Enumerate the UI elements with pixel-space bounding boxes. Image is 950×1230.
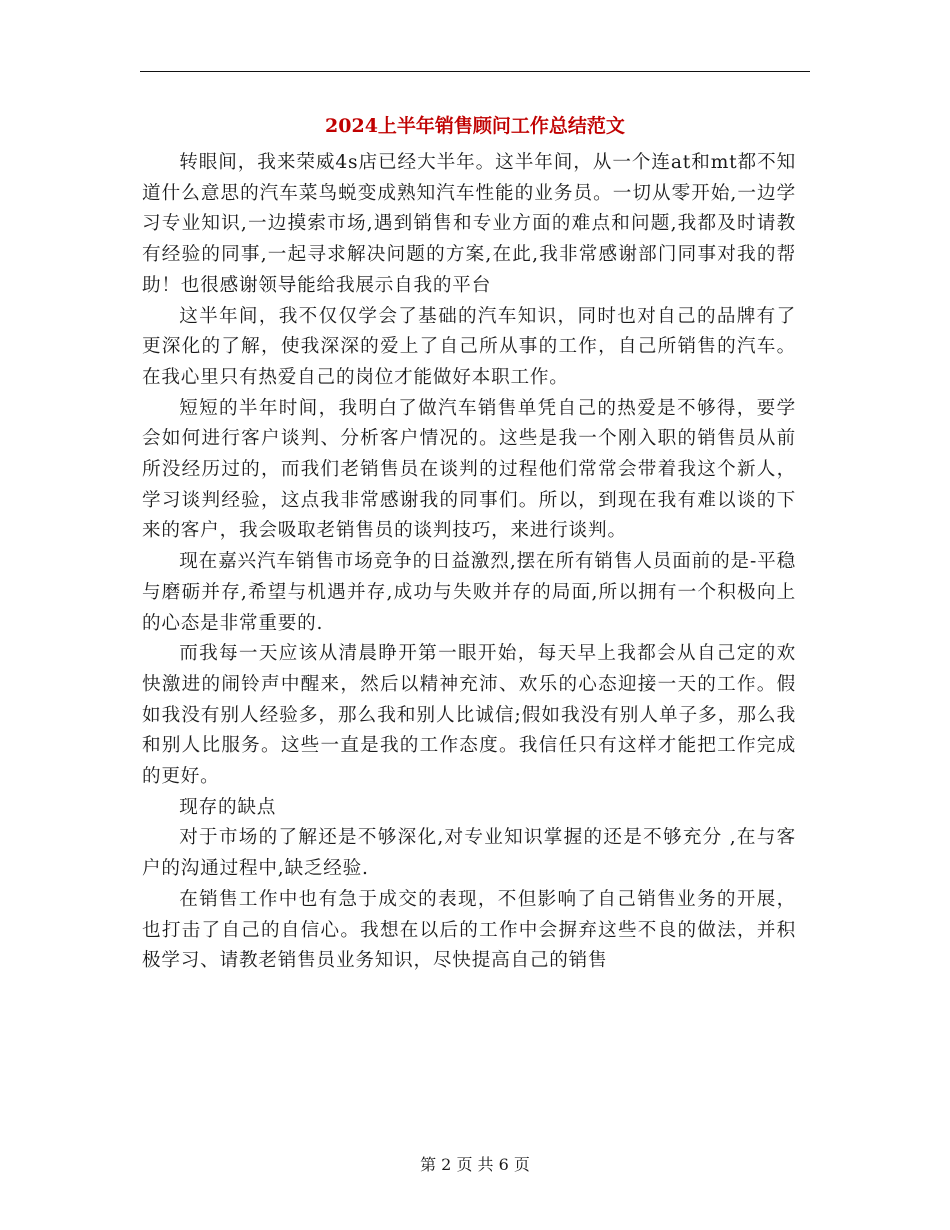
paragraph-learning: 这半年间，我不仅仅学会了基础的汽车知识，同时也对自己的品牌有了更深化的了解，使我深深的爱上了自己所从事的工作，自己所销售的汽车。在我心里只有热爱自己的岗位才能做好本职工作。	[142, 305, 796, 388]
header-rule	[140, 71, 810, 72]
paragraph-market: 现在嘉兴汽车销售市场竞争的日益激烈,摆在所有销售人员面前的是-平稳与磨砺并存,希望与机遇并存,成功与失败并存的局面,所以拥有一个积极向上的心态是非常重要的.	[142, 551, 796, 634]
paragraph-intro: 转眼间，我来荣威4s店已经大半年。这半年间，从一个连at和mt都不知道什么意思的汽车菜鸟蜕变成熟知汽车性能的业务员。一切从零开始,一边学习专业知识,一边摸索市场,遇到销售和专业方面的难点和问题,我都及时请教有经验的同事,一起寻求解决问题的方案,在此,我非常感谢部门同事对我的帮助！也很感谢领导能给我展示自我的平台	[142, 152, 796, 296]
paragraph-attitude: 而我每一天应该从清晨睁开第一眼开始，每天早上我都会从自己定的欢快激进的闹铃声中醒来，然后以精神充沛、欢乐的心态迎接一天的工作。假如我没有别人经验多，那么我和别人比诚信;假如我没有别人单子多，那么我和别人比服务。这些一直是我的工作态度。我信任只有这样才能把工作完成的更好。	[142, 643, 796, 788]
section-heading-shortcomings: 现存的缺点	[179, 796, 277, 818]
paragraph-improvement: 在销售工作中也有急于成交的表现，不但影响了自己销售业务的开展，也打击了自己的自信心。我想在以后的工作中会摒弃这些不良的做法，并积极学习、请教老销售员业务知识，尽快提高自己的销售	[142, 888, 796, 972]
document-title: 2024上半年销售顾问工作总结范文	[325, 115, 625, 137]
page-number-footer: 第 2 页 共 6 页	[420, 1155, 530, 1174]
paragraph-shortcomings: 对于市场的了解还是不够深化,对专业知识掌握的还是不够充分 ,在与客户的沟通过程中,缺乏经验.	[142, 827, 796, 880]
document-body	[142, 148, 796, 977]
paragraph-negotiation: 短短的半年时间，我明白了做汽车销售单凭自己的热爱是不够得，要学会如何进行客户谈判、分析客户情况的。这些是我一个刚入职的销售员从前所没经历过的，而我们老销售员在谈判的过程他们常常会带着我这个新人，学习谈判经验，这点我非常感谢我的同事们。所以，到现在我有难以谈的下来的客户，我会吸取老销售员的谈判技巧，来进行谈判。	[142, 397, 796, 542]
